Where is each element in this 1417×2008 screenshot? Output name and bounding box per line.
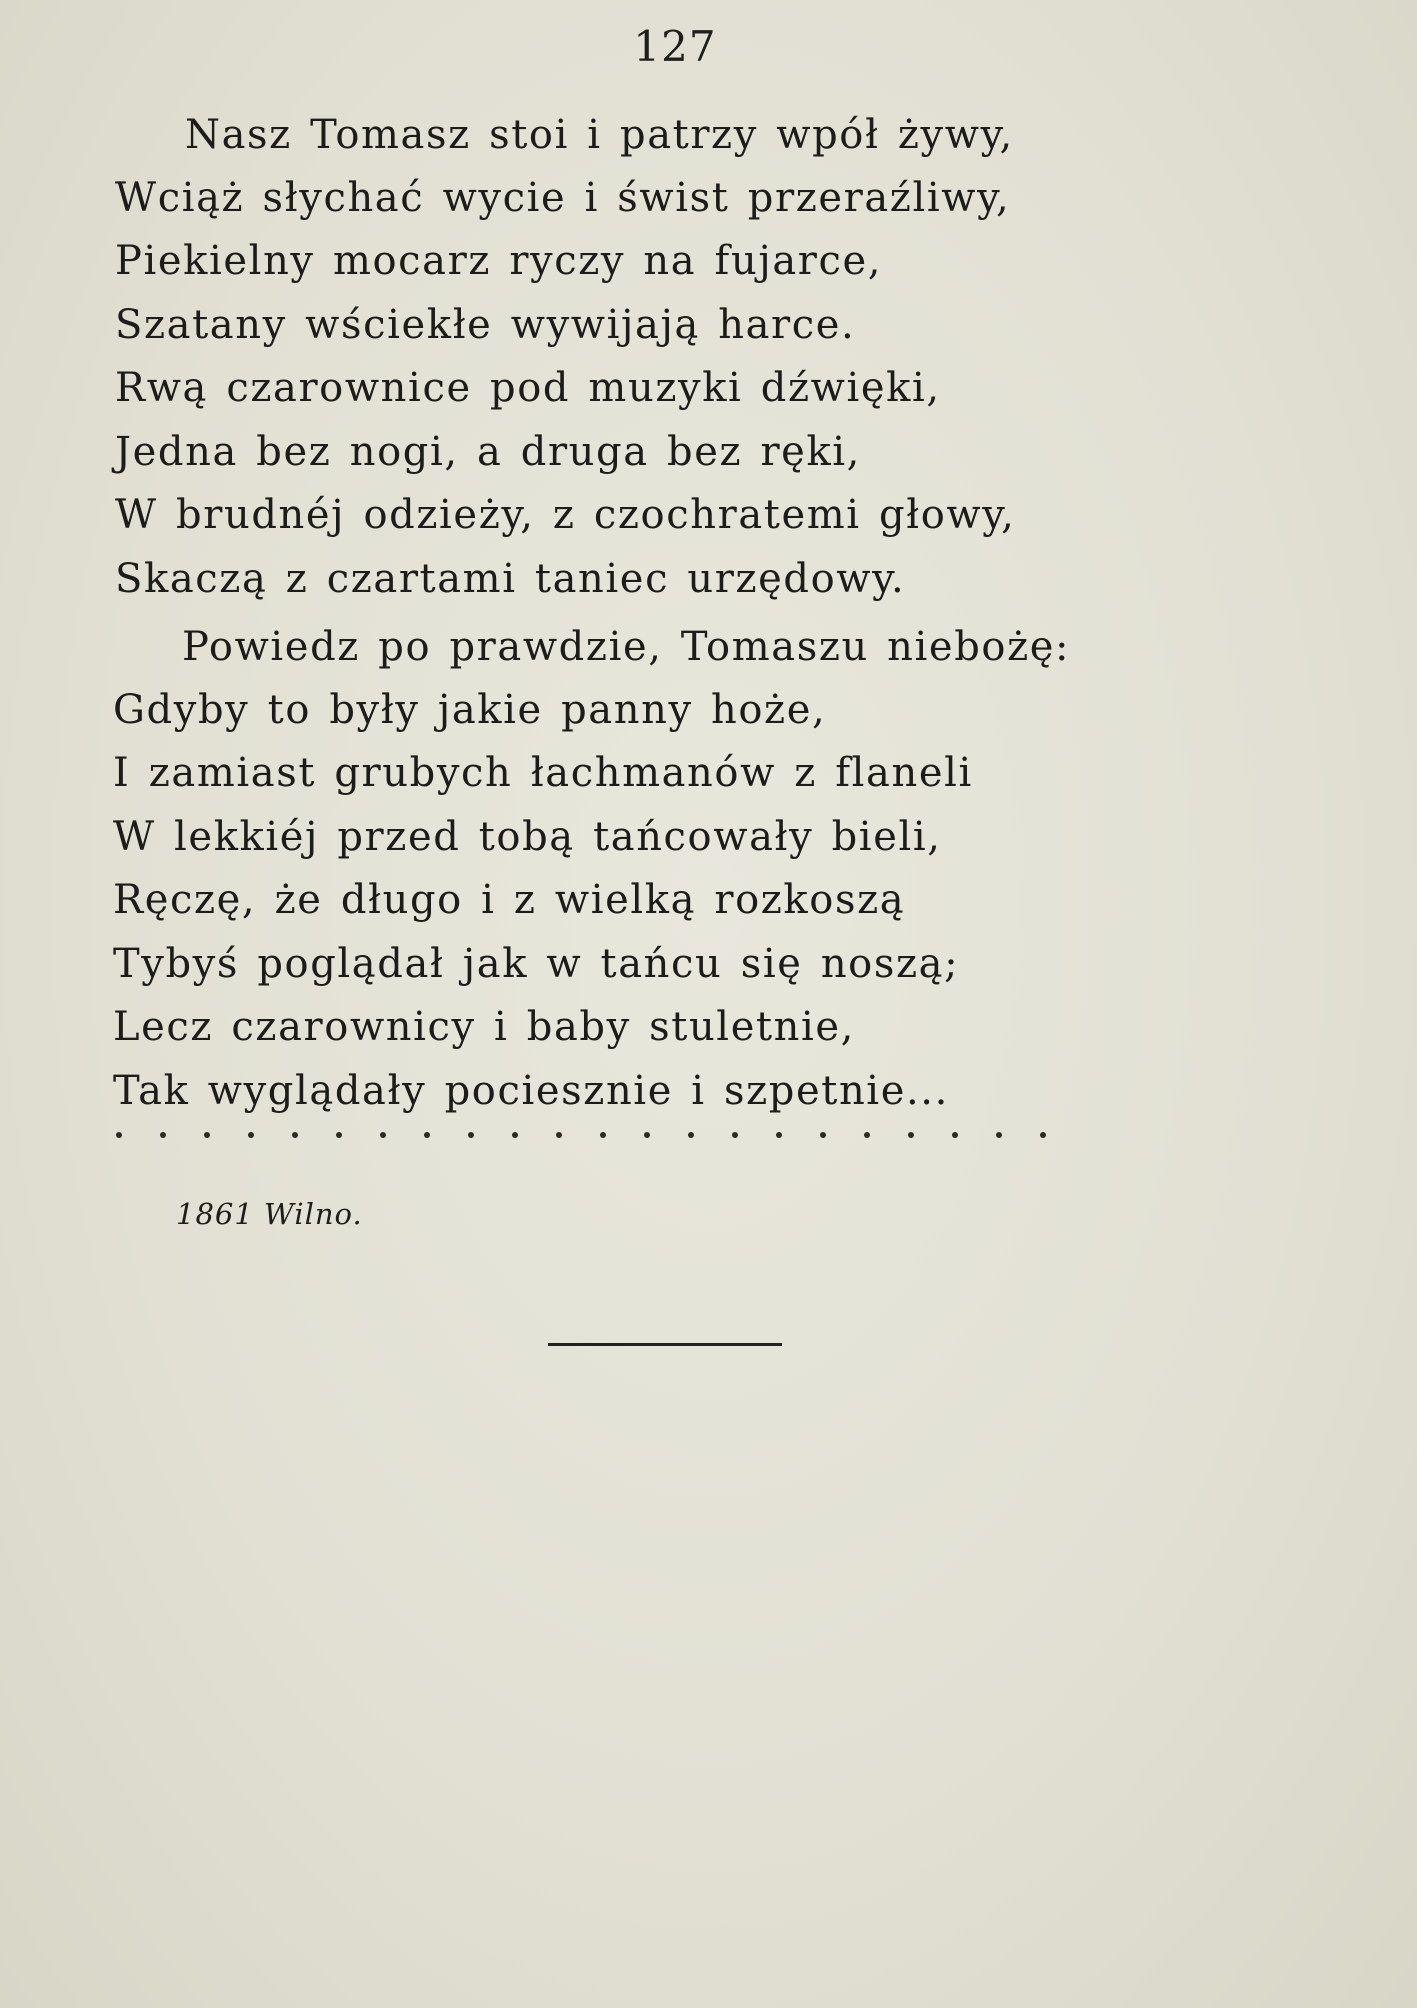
page-number: 127	[633, 22, 717, 71]
ellipsis-dot	[160, 1132, 166, 1138]
verse-line: Lecz czarownicy i baby stuletnie,	[113, 1004, 855, 1050]
ellipsis-dot	[820, 1132, 826, 1138]
ellipsis-dot	[732, 1132, 738, 1138]
ellipsis-dot	[380, 1132, 386, 1138]
ellipsis-dot	[556, 1132, 562, 1138]
verse-line: Tybyś poglądał jak w tańcu się noszą;	[113, 941, 960, 987]
ellipsis-dot	[908, 1132, 914, 1138]
verse-line: Skaczą z czartami taniec urzędowy.	[115, 556, 906, 602]
verse-line: Gdyby to były jakie panny hoże,	[113, 687, 827, 733]
verse-line: Jedna bez nogi, a druga bez ręki,	[115, 429, 861, 475]
ellipsis-dot	[468, 1132, 474, 1138]
ellipsis-dot	[864, 1132, 870, 1138]
ellipsis-dot	[600, 1132, 606, 1138]
ellipsis-dot	[116, 1132, 122, 1138]
ellipsis-dot	[248, 1132, 254, 1138]
verse-line: Wciąż słychać wycie i świst przeraźliwy,	[115, 175, 1011, 221]
ellipsis-dot	[424, 1132, 430, 1138]
ellipsis-dot	[512, 1132, 518, 1138]
ellipsis-dot	[776, 1132, 782, 1138]
ellipsis-dot	[336, 1132, 342, 1138]
verse-line: Rwą czarownice pod muzyki dźwięki,	[115, 365, 941, 411]
verse-line: Tak wyglądały pociesznie i szpetnie...	[113, 1068, 949, 1114]
ellipsis-dot-row	[116, 1132, 1046, 1138]
ellipsis-dot	[1040, 1132, 1046, 1138]
ellipsis-dot	[952, 1132, 958, 1138]
verse-line: Nasz Tomasz stoi i patrzy wpół żywy,	[185, 112, 1014, 158]
verse-line: Powiedz po prawdzie, Tomaszu niebożę:	[182, 624, 1071, 670]
verse-line: I zamiast grubych łachmanów z flaneli	[113, 750, 973, 796]
ellipsis-dot	[204, 1132, 210, 1138]
ellipsis-dot	[688, 1132, 694, 1138]
dateline: 1861 Wilno.	[176, 1197, 363, 1231]
ellipsis-dot	[644, 1132, 650, 1138]
closing-rule	[548, 1343, 782, 1346]
ellipsis-dot	[996, 1132, 1002, 1138]
verse-line: Ręczę, że długo i z wielką rozkoszą	[113, 877, 906, 923]
verse-line: W lekkiéj przed tobą tańcowały bieli,	[113, 814, 942, 860]
verse-line: Piekielny mocarz ryczy na fujarce,	[115, 238, 883, 284]
verse-line: W brudnéj odzieży, z czochratemi głowy,	[115, 492, 1016, 538]
verse-line: Szatany wściekłe wywijają harce.	[115, 302, 856, 348]
ellipsis-dot	[292, 1132, 298, 1138]
